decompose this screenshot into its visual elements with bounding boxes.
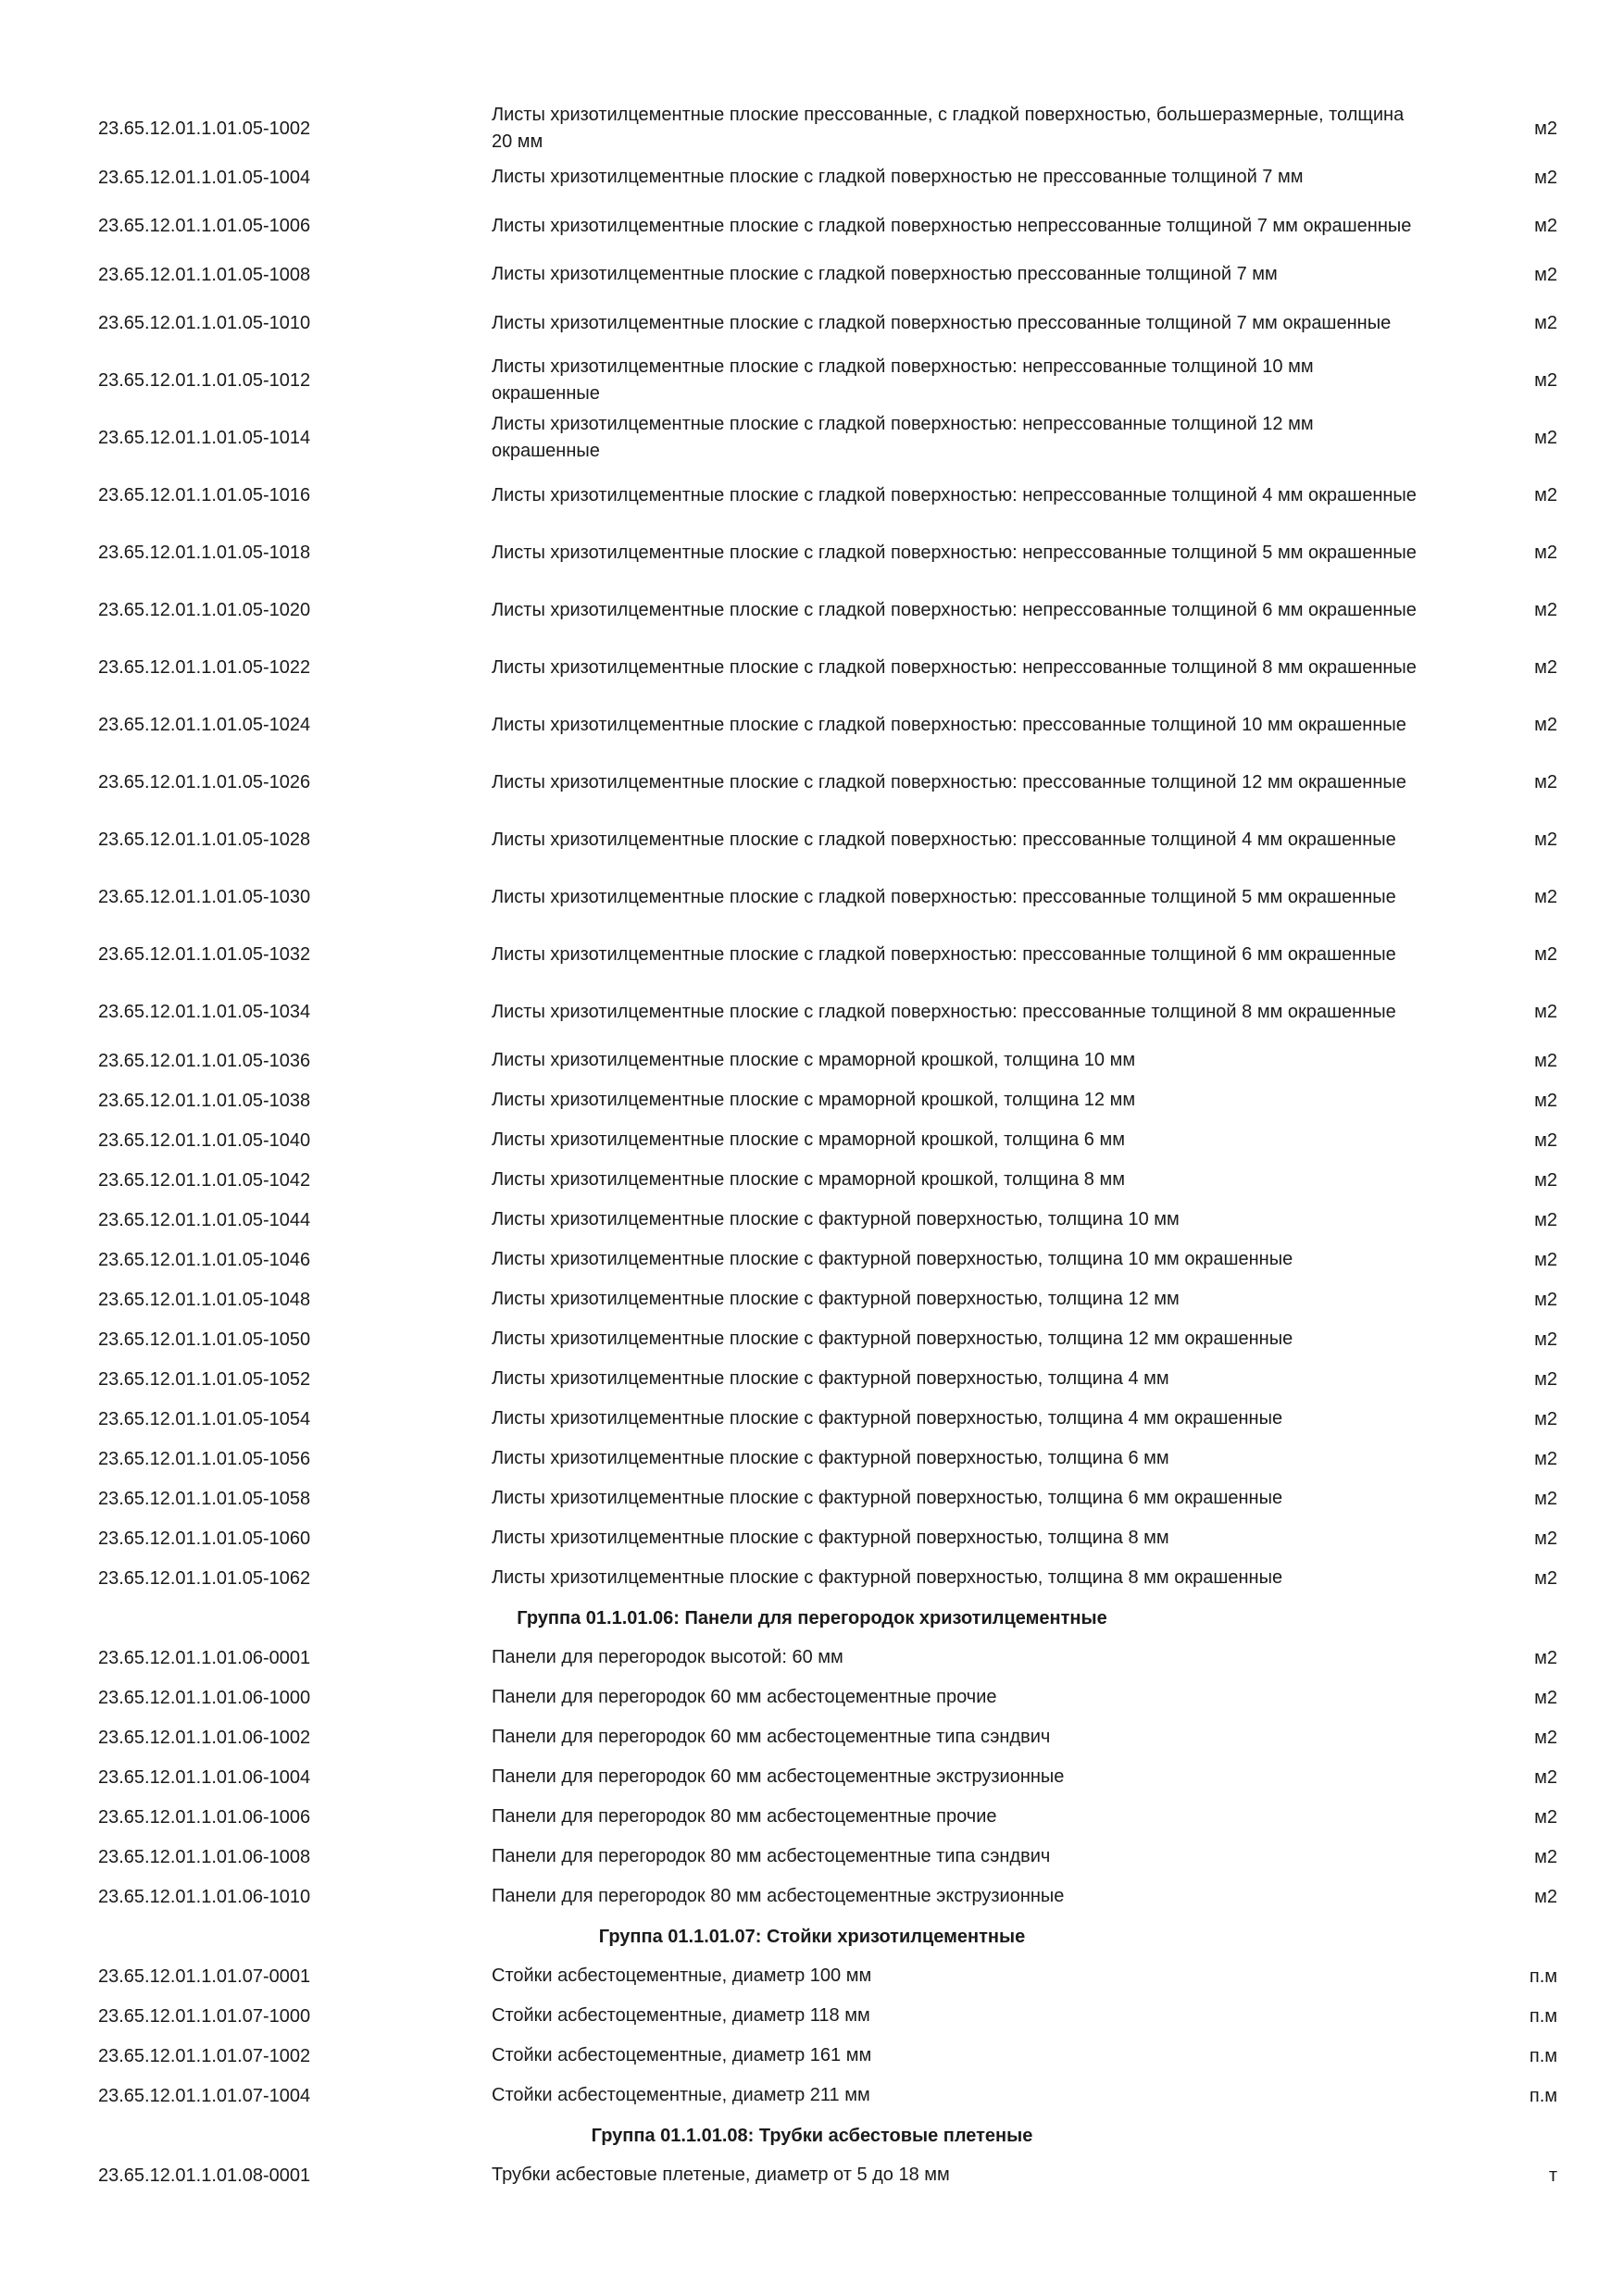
resource-code: 23.65.12.01.1.01.05-1030 [98,887,311,907]
resource-unit: м2 [1534,1329,1557,1350]
resource-code: 23.65.12.01.1.01.07-1002 [98,2045,311,2066]
resource-unit: м2 [1534,1528,1557,1549]
resource-name: Листы хризотилцементные плоские с гладкой поверхностью: прессованные толщиной 5 мм окрашенные [492,886,1396,907]
resource-name: Панели для перегородок 60 мм асбестоцементные прочие [492,1687,997,1707]
resource-unit: м2 [1534,657,1557,678]
resource-unit: м2 [1534,1647,1557,1668]
resource-name: Листы хризотилцементные плоские с фактурной поверхностью, толщина 4 мм [492,1368,1169,1389]
resource-unit: м2 [1534,1249,1557,1270]
resource-name: Листы хризотилцементные плоские с гладкой поверхностью: прессованные толщиной 6 мм окрашенные [492,943,1396,965]
resource-code: 23.65.12.01.1.01.05-1010 [98,313,311,333]
table-row [0,1877,1624,1916]
resource-unit: м2 [1534,485,1557,505]
resource-unit: м2 [1534,428,1557,448]
resource-name: Листы хризотилцементные плоские с фактурной поверхностью, толщина 6 мм окрашенные [492,1488,1283,1508]
resource-unit: м2 [1534,1846,1557,1867]
resource-unit: м2 [1534,119,1557,139]
resource-code: 23.65.12.01.1.01.06-1000 [98,1687,311,1708]
resource-code: 23.65.12.01.1.01.06-0001 [98,1647,311,1668]
resource-name: Листы хризотилцементные плоские с фактурной поверхностью, толщина 10 мм [492,1209,1180,1229]
resource-code: 23.65.12.01.1.01.07-1004 [98,2085,311,2106]
resource-unit: м2 [1534,830,1557,850]
resource-unit: м2 [1534,1488,1557,1509]
table-row [0,100,1624,157]
resource-code: 23.65.12.01.1.01.05-1020 [98,600,311,620]
resource-name: Стойки асбестоцементные, диаметр 100 мм [492,1965,872,1986]
resource-unit: м2 [1534,264,1557,285]
table-row [0,926,1624,983]
resource-code: 23.65.12.01.1.01.05-1046 [98,1249,311,1270]
resource-name: Панели для перегородок 80 мм асбестоцементные экструзионные [492,1886,1065,1906]
resource-name: Листы хризотилцементные плоские с гладкой поверхностью: прессованные толщиной 10 мм окрашенные [492,714,1406,735]
table-row [0,352,1624,409]
resource-unit: п.м [1529,1965,1557,1987]
resource-code: 23.65.12.01.1.01.08-0001 [98,2165,311,2186]
resource-code: 23.65.12.01.1.01.05-1008 [98,264,311,285]
table-row [0,1518,1624,1558]
resource-code: 23.65.12.01.1.01.05-1006 [98,216,311,236]
table-row [0,524,1624,581]
resource-code: 23.65.12.01.1.01.06-1002 [98,1727,311,1748]
resource-unit: м2 [1534,1129,1557,1151]
resource-name: Панели для перегородок 60 мм асбестоцементные типа сэндвич [492,1727,1051,1747]
table-row [0,1439,1624,1479]
resource-unit: м2 [1534,944,1557,965]
resource-code: 23.65.12.01.1.01.05-1014 [98,428,311,448]
table-row [0,1638,1624,1678]
resource-unit: м2 [1534,600,1557,620]
resource-name: Листы хризотилцементные плоские с гладкой поверхностью: непрессованные толщиной 6 мм окрашенные [492,599,1417,620]
resource-unit: т [1548,2165,1557,2186]
table-row [0,868,1624,926]
resource-code: 23.65.12.01.1.01.05-1040 [98,1129,311,1151]
table-row [0,157,1624,197]
resource-unit: м2 [1534,1050,1557,1071]
resource-unit: м2 [1534,1727,1557,1748]
table-row [0,1359,1624,1399]
table-row [0,1479,1624,1518]
resource-code: 23.65.12.01.1.01.05-1038 [98,1090,311,1111]
resource-code: 23.65.12.01.1.01.05-1060 [98,1528,311,1549]
table-row [0,1757,1624,1797]
table-row [0,639,1624,696]
resource-unit: м2 [1534,167,1557,188]
table-row [0,754,1624,811]
resource-unit: м2 [1534,1806,1557,1828]
resource-unit: м2 [1534,1090,1557,1111]
resource-name: Листы хризотилцементные плоские с мраморной крошкой, толщина 8 мм [492,1169,1125,1190]
resource-unit: п.м [1529,2045,1557,2066]
resource-name: Листы хризотилцементные плоские с гладкой поверхностью не прессованные толщиной 7 мм [492,167,1304,187]
resource-code: 23.65.12.01.1.01.05-1032 [98,944,311,965]
resource-name: Панели для перегородок 60 мм асбестоцементные экструзионные [492,1766,1065,1787]
resource-code: 23.65.12.01.1.01.05-1022 [98,657,311,678]
resource-code: 23.65.12.01.1.01.05-1042 [98,1169,311,1191]
resource-unit: м2 [1534,1448,1557,1469]
resource-code: 23.65.12.01.1.01.06-1004 [98,1766,311,1788]
resource-name: Трубки асбестовые плетеные, диаметр от 5 до 18 мм [492,2165,950,2185]
table-row [0,1041,1624,1080]
group-title: Группа 01.1.01.08: Трубки асбестовые плетеные [591,2125,1033,2146]
resource-name: Стойки асбестоцементные, диаметр 211 мм [492,2085,870,2105]
resource-unit: м2 [1534,1567,1557,1589]
resource-code: 23.65.12.01.1.01.05-1034 [98,1002,311,1022]
resource-code: 23.65.12.01.1.01.05-1004 [98,167,311,188]
resource-code: 23.65.12.01.1.01.05-1026 [98,772,311,792]
resource-name: Листы хризотилцементные плоские с гладкой поверхностью: непрессованные толщиной 5 мм окрашенные [492,542,1417,563]
table-row [0,1558,1624,1598]
resource-name: Листы хризотилцементные плоские с гладкой поверхностью: непрессованные толщиной 10 мм окрашенные [492,356,1314,404]
table-row [0,1200,1624,1240]
table-row [0,1996,1624,2036]
resource-code: 23.65.12.01.1.01.07-1000 [98,2005,311,2027]
resource-code: 23.65.12.01.1.01.05-1036 [98,1050,311,1071]
resource-code: 23.65.12.01.1.01.05-1058 [98,1488,311,1509]
resource-unit: м2 [1534,1289,1557,1310]
resource-code: 23.65.12.01.1.01.05-1054 [98,1408,311,1429]
table-row [0,467,1624,524]
table-row [0,1279,1624,1319]
group-title: Группа 01.1.01.06: Панели для перегородок хризотилцементные [517,1607,1107,1628]
resource-name: Листы хризотилцементные плоские с фактурной поверхностью, толщина 6 мм [492,1448,1169,1468]
resource-name: Стойки асбестоцементные, диаметр 161 мм [492,2045,872,2065]
resource-unit: м2 [1534,543,1557,563]
resource-code: 23.65.12.01.1.01.05-1024 [98,715,311,735]
resource-code: 23.65.12.01.1.01.06-1006 [98,1806,311,1828]
resource-code: 23.65.12.01.1.01.05-1062 [98,1567,311,1589]
resource-name: Листы хризотилцементные плоские с гладкой поверхностью: прессованные толщиной 4 мм окрашенные [492,829,1396,850]
group-heading [0,2115,1624,2155]
resource-code: 23.65.12.01.1.01.07-0001 [98,1965,311,1987]
table-row [0,1080,1624,1120]
table-row [0,1399,1624,1439]
table-row [0,1797,1624,1837]
group-title: Группа 01.1.01.07: Стойки хризотилцементные [598,1926,1026,1947]
resource-code: 23.65.12.01.1.01.05-1048 [98,1289,311,1310]
resource-name: Листы хризотилцементные плоские с гладкой поверхностью: прессованные толщиной 12 мм окрашенные [492,771,1406,792]
resource-unit: м2 [1534,1169,1557,1191]
resource-name: Листы хризотилцементные плоские с фактурной поверхностью, толщина 10 мм окрашенные [492,1249,1293,1269]
resource-unit: м2 [1534,887,1557,907]
table-row [0,2076,1624,2115]
resource-code: 23.65.12.01.1.01.05-1018 [98,543,311,563]
resource-name: Листы хризотилцементные плоские прессованные, с гладкой поверхностью, большеразмерные, толщина 20 мм [492,105,1405,152]
resource-name: Листы хризотилцементные плоские с гладкой поверхностью непрессованные толщиной 7 мм окрашенные [492,215,1412,236]
resource-code: 23.65.12.01.1.01.05-1012 [98,370,311,391]
resource-name: Листы хризотилцементные плоские с фактурной поверхностью, толщина 12 мм [492,1289,1180,1309]
resource-name: Листы хризотилцементные плоские с фактурной поверхностью, толщина 4 мм окрашенные [492,1408,1283,1429]
resource-name: Панели для перегородок 80 мм асбестоцементные прочие [492,1806,997,1827]
table-row [0,255,1624,294]
resource-unit: м2 [1534,1209,1557,1230]
resource-code: 23.65.12.01.1.01.06-1008 [98,1846,311,1867]
table-row [0,1956,1624,1996]
table-row [0,294,1624,352]
resource-name: Листы хризотилцементные плоские с гладкой поверхностью прессованные толщиной 7 мм окрашенные [492,312,1392,333]
resource-unit: м2 [1534,370,1557,391]
resource-code: 23.65.12.01.1.01.05-1016 [98,485,311,505]
table-row [0,197,1624,255]
resource-code: 23.65.12.01.1.01.05-1028 [98,830,311,850]
table-row [0,1319,1624,1359]
table-row [0,409,1624,467]
resource-unit: м2 [1534,216,1557,236]
resource-name: Стойки асбестоцементные, диаметр 118 мм [492,2005,870,2026]
resource-name: Листы хризотилцементные плоские с гладкой поверхностью: непрессованные толщиной 12 мм окрашенные [492,414,1314,461]
resource-name: Листы хризотилцементные плоские с мраморной крошкой, толщина 12 мм [492,1090,1136,1110]
resource-name: Листы хризотилцементные плоские с фактурной поверхностью, толщина 8 мм [492,1528,1169,1548]
resource-name: Листы хризотилцементные плоские с мраморной крошкой, толщина 10 мм [492,1050,1136,1070]
table-row [0,581,1624,639]
resource-code: 23.65.12.01.1.01.05-1056 [98,1448,311,1469]
resource-name: Листы хризотилцементные плоские с фактурной поверхностью, толщина 8 мм окрашенные [492,1567,1283,1588]
resource-unit: м2 [1534,715,1557,735]
resource-code: 23.65.12.01.1.01.05-1050 [98,1329,311,1350]
table-row [0,983,1624,1041]
resource-name: Листы хризотилцементные плоские с фактурной поверхностью, толщина 12 мм окрашенные [492,1329,1293,1349]
resource-unit: м2 [1534,1368,1557,1390]
table-row [0,1717,1624,1757]
resource-name: Листы хризотилцементные плоские с мраморной крошкой, толщина 6 мм [492,1129,1125,1150]
resource-name: Панели для перегородок 80 мм асбестоцементные типа сэндвич [492,1846,1051,1866]
resource-code: 23.65.12.01.1.01.06-1010 [98,1886,311,1907]
resource-code: 23.65.12.01.1.01.05-1052 [98,1368,311,1390]
table-row [0,811,1624,868]
resource-unit: м2 [1534,1766,1557,1788]
resource-unit: м2 [1534,1886,1557,1907]
resource-name: Листы хризотилцементные плоские с гладкой поверхностью прессованные толщиной 7 мм [492,264,1278,284]
resource-name: Листы хризотилцементные плоские с гладкой поверхностью: непрессованные толщиной 4 мм окрашенные [492,484,1417,505]
table-row [0,696,1624,754]
group-heading [0,1916,1624,1956]
table-row [0,2155,1624,2195]
resource-table [0,100,1624,2195]
resource-unit: м2 [1534,1687,1557,1708]
table-row [0,1120,1624,1160]
resource-unit: м2 [1534,313,1557,333]
resource-code: 23.65.12.01.1.01.05-1002 [98,119,311,139]
resource-unit: м2 [1534,1408,1557,1429]
table-row [0,1678,1624,1717]
table-row [0,1837,1624,1877]
resource-name: Листы хризотилцементные плоские с гладкой поверхностью: прессованные толщиной 8 мм окрашенные [492,1001,1396,1022]
resource-name: Листы хризотилцементные плоские с гладкой поверхностью: непрессованные толщиной 8 мм окрашенные [492,656,1417,678]
resource-unit: п.м [1529,2085,1557,2106]
resource-unit: м2 [1534,772,1557,792]
group-heading [0,1598,1624,1638]
resource-code: 23.65.12.01.1.01.05-1044 [98,1209,311,1230]
resource-unit: п.м [1529,2005,1557,2027]
resource-unit: м2 [1534,1002,1557,1022]
table-row [0,2036,1624,2076]
resource-name: Панели для перегородок высотой: 60 мм [492,1647,843,1667]
table-row [0,1160,1624,1200]
table-row [0,1240,1624,1279]
